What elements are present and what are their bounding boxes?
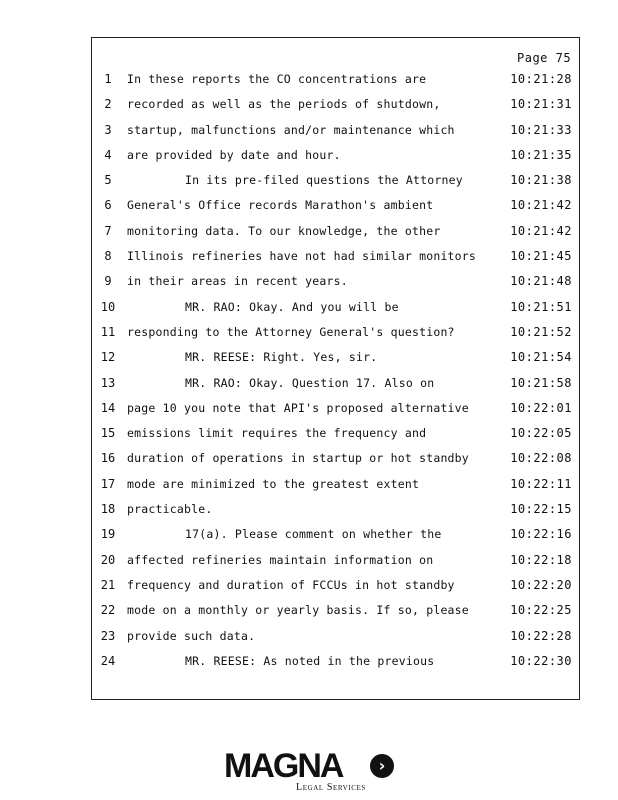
line-number: 14 — [100, 400, 116, 415]
line-timestamp: 10:22:30 — [510, 653, 572, 668]
line-text: In these reports the CO concentrations are — [127, 72, 427, 86]
line-timestamp: 10:21:45 — [510, 249, 572, 264]
transcript-line — [0, 269, 618, 294]
line-number: 16 — [100, 451, 116, 466]
transcript-line — [0, 143, 618, 168]
line-text: are provided by date and hour. — [127, 147, 341, 162]
line-timestamp: 10:22:16 — [510, 527, 572, 542]
line-number: 13 — [100, 375, 116, 390]
line-text: startup, malfunctions and/or maintenance which — [127, 122, 455, 137]
line-text: MR. REESE: As noted in the previous — [185, 653, 435, 668]
line-timestamp: 10:22:05 — [510, 426, 572, 441]
line-text: provide such data. — [127, 628, 256, 643]
line-number: 23 — [100, 628, 116, 643]
line-text: responding to the Attorney General's question? — [127, 324, 455, 339]
transcript-line — [0, 345, 618, 370]
line-timestamp: 10:22:08 — [510, 451, 572, 466]
line-timestamp: 10:21:33 — [510, 122, 572, 137]
line-number: 24 — [100, 653, 116, 668]
line-timestamp: 10:21:58 — [510, 375, 572, 390]
transcript-line — [0, 446, 618, 471]
line-timestamp: 10:21:35 — [510, 147, 572, 162]
line-number: 3 — [104, 122, 112, 137]
line-text: affected refineries maintain information on — [127, 552, 434, 567]
line-text: recorded as well as the periods of shutdown, — [127, 97, 441, 112]
line-timestamp: 10:21:51 — [510, 299, 572, 314]
page-number: Page 75 — [517, 51, 572, 65]
line-number: 11 — [100, 324, 116, 339]
line-number: 7 — [104, 223, 112, 238]
transcript-line — [0, 244, 618, 269]
line-text: page 10 you note that API's proposed alternative — [127, 400, 469, 415]
line-text: emissions limit requires the frequency and — [127, 426, 427, 441]
line-number: 17 — [100, 476, 116, 491]
line-text: duration of operations in startup or hot standby — [127, 451, 469, 466]
line-timestamp: 10:21:42 — [510, 223, 572, 238]
line-number: 4 — [104, 147, 112, 162]
transcript-line — [0, 219, 618, 244]
line-timestamp: 10:21:31 — [510, 97, 572, 112]
logo-brand-text: MAGNA — [224, 747, 343, 785]
line-number: 5 — [104, 173, 112, 188]
transcript-line — [0, 168, 618, 193]
transcript-line — [0, 573, 618, 598]
line-timestamp: 10:22:18 — [510, 552, 572, 567]
transcript-line — [0, 522, 618, 547]
line-text: MR. RAO: Okay. And you will be — [185, 299, 399, 314]
magna-logo — [222, 748, 402, 796]
line-timestamp: 10:22:15 — [510, 502, 572, 517]
line-text: in their areas in recent years. — [127, 274, 348, 289]
line-text: In its pre-filed questions the Attorney — [185, 173, 463, 188]
transcript-line — [0, 624, 618, 649]
transcript-line — [0, 649, 618, 674]
line-timestamp: 10:22:01 — [510, 400, 572, 415]
line-number: 21 — [100, 577, 116, 592]
line-timestamp: 10:21:38 — [510, 173, 572, 188]
line-text: Illinois refineries have not had similar monitors — [127, 249, 477, 264]
line-number: 2 — [104, 97, 112, 112]
line-number: 15 — [100, 426, 116, 441]
line-timestamp: 10:21:28 — [510, 72, 572, 86]
line-timestamp: 10:22:11 — [510, 476, 572, 491]
line-timestamp: 10:21:52 — [510, 324, 572, 339]
transcript-line — [0, 320, 618, 345]
line-timestamp: 10:22:25 — [510, 603, 572, 618]
line-number: 22 — [100, 603, 116, 618]
line-number: 12 — [100, 350, 116, 365]
line-text: 17(a). Please comment on whether the — [185, 527, 442, 542]
transcript-line — [0, 118, 618, 143]
line-text: MR. REESE: Right. Yes, sir. — [185, 350, 378, 365]
line-number: 19 — [100, 527, 116, 542]
line-text: General's Office records Marathon's ambient — [127, 198, 434, 213]
transcript-line — [0, 92, 618, 117]
transcript-line — [0, 421, 618, 446]
line-number: 10 — [100, 299, 116, 314]
line-number: 18 — [100, 502, 116, 517]
transcript-line — [0, 371, 618, 396]
line-text: practicable. — [127, 502, 213, 517]
line-timestamp: 10:22:20 — [510, 577, 572, 592]
line-timestamp: 10:21:54 — [510, 350, 572, 365]
line-text: MR. RAO: Okay. Question 17. Also on — [185, 375, 435, 390]
line-timestamp: 10:21:42 — [510, 198, 572, 213]
line-number: 1 — [104, 72, 112, 86]
line-number: 20 — [100, 552, 116, 567]
line-timestamp: 10:22:28 — [510, 628, 572, 643]
line-text: mode on a monthly or yearly basis. If so, please — [127, 603, 469, 618]
transcript-lines — [0, 67, 618, 674]
transcript-line — [0, 497, 618, 522]
transcript-line — [0, 548, 618, 573]
line-number: 9 — [104, 274, 112, 289]
line-text: mode are minimized to the greatest extent — [127, 476, 420, 491]
line-text: monitoring data. To our knowledge, the other — [127, 223, 441, 238]
transcript-line — [0, 295, 618, 320]
transcript-line — [0, 598, 618, 623]
line-number: 8 — [104, 249, 112, 264]
logo-subtitle: Legal Services — [296, 782, 366, 793]
line-timestamp: 10:21:48 — [510, 274, 572, 289]
transcript-line — [0, 67, 618, 92]
transcript-line — [0, 396, 618, 421]
transcript-line — [0, 193, 618, 218]
chevron-right-icon: › — [370, 754, 394, 778]
line-number: 6 — [104, 198, 112, 213]
line-text: frequency and duration of FCCUs in hot standby — [127, 577, 455, 592]
transcript-line — [0, 472, 618, 497]
